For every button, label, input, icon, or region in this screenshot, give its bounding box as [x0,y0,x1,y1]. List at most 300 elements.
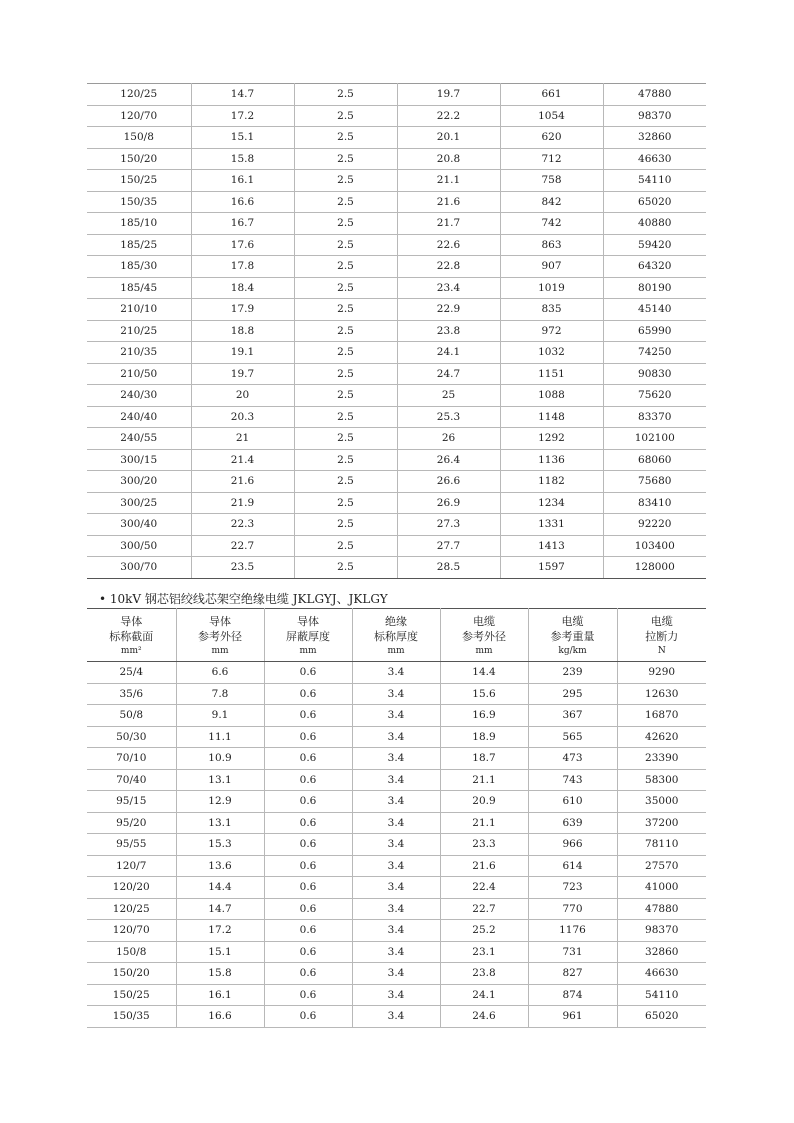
table-cell: 2.5 [294,148,397,170]
table-row [87,898,706,920]
table-cell: 22.3 [191,514,294,536]
table-cell: 21.6 [397,191,500,213]
table-cell: 103400 [603,535,706,557]
table-cell: 842 [500,191,603,213]
table-cell: 614 [528,855,617,877]
table-cell: 3.4 [352,683,440,705]
table-row [87,449,706,471]
table-cell: 25.2 [440,920,528,942]
table-cell: 3.4 [352,791,440,813]
table-cell: 210/25 [87,320,191,342]
table-cell: 3.4 [352,705,440,727]
table-cell: 19.1 [191,342,294,364]
column-header [264,609,352,662]
table-row [87,191,706,213]
table-cell: 0.6 [264,855,352,877]
table-cell: 75680 [603,471,706,493]
table-cell: 128000 [603,557,706,579]
table-cell: 1292 [500,428,603,450]
table-cell: 17.2 [191,105,294,127]
table-cell: 23.8 [440,963,528,985]
table-cell: 22.6 [397,234,500,256]
table-cell: 0.6 [264,683,352,705]
column-header [87,609,176,662]
table-cell: 24.6 [440,1006,528,1028]
table-cell: 620 [500,127,603,149]
table-cell: 102100 [603,428,706,450]
table-cell: 150/8 [87,941,176,963]
table-row [87,535,706,557]
table-cell: 0.6 [264,920,352,942]
table-cell: 1234 [500,492,603,514]
table-row [87,84,706,106]
table-cell: 16.6 [176,1006,264,1028]
table-cell: 0.6 [264,877,352,899]
table-cell: 16.1 [191,170,294,192]
table-cell: 65990 [603,320,706,342]
table-cell: 2.5 [294,406,397,428]
table-cell: 14.7 [176,898,264,920]
table-cell: 3.4 [352,963,440,985]
table-row [87,105,706,127]
table-cell: 1597 [500,557,603,579]
table-cell: 150/25 [87,170,191,192]
column-header [617,609,706,662]
table-cell: 23.1 [440,941,528,963]
table-cell: 98370 [603,105,706,127]
table-cell: 2.5 [294,514,397,536]
table-row [87,428,706,450]
table-cell: 22.9 [397,299,500,321]
table-cell: 32860 [617,941,706,963]
table-cell: 742 [500,213,603,235]
table-cell: 770 [528,898,617,920]
table-cell: 300/25 [87,492,191,514]
table-cell: 0.6 [264,705,352,727]
table-cell: 21.6 [191,471,294,493]
table-cell: 2.5 [294,342,397,364]
table-cell: 80190 [603,277,706,299]
table-cell: 14.7 [191,84,294,106]
table-row [87,748,706,770]
column-header-line: 绝缘 [385,614,407,628]
table-cell: 22.2 [397,105,500,127]
table-cell: 20.8 [397,148,500,170]
table-cell: 2.5 [294,256,397,278]
table-cell: 300/15 [87,449,191,471]
column-header [352,609,440,662]
table-cell: 46630 [603,148,706,170]
table-row [87,514,706,536]
table-cell: 17.9 [191,299,294,321]
table-cell: 58300 [617,769,706,791]
column-header-line: 电缆 [561,614,584,628]
table-cell: 45140 [603,299,706,321]
table-row [87,1006,706,1028]
table-cell: 15.3 [176,834,264,856]
table-row [87,127,706,149]
table-cell: 185/25 [87,234,191,256]
table-cell: 20 [191,385,294,407]
table-cell: 98370 [617,920,706,942]
table-cell: 23.4 [397,277,500,299]
table-cell: 966 [528,834,617,856]
table-cell: 16870 [617,705,706,727]
column-header-line: 屏蔽厚度 [286,629,330,643]
table-cell: 25.3 [397,406,500,428]
table-cell: 20.9 [440,791,528,813]
table-cell: 18.9 [440,726,528,748]
table-cell: 2.5 [294,127,397,149]
table-cell: 21.1 [397,170,500,192]
table-cell: 26.9 [397,492,500,514]
table-row [87,834,706,856]
table-cell: 27570 [617,855,706,877]
table-cell: 21.6 [440,855,528,877]
table-cell: 16.1 [176,984,264,1006]
table-cell: 210/35 [87,342,191,364]
table-row [87,471,706,493]
table-cell: 3.4 [352,662,440,684]
column-header-line: 参考外径 [462,629,506,643]
table-cell: 2.5 [294,191,397,213]
column-header-line: 标称厚度 [374,629,418,643]
table-row [87,726,706,748]
column-header-line: 电缆 [650,614,673,628]
column-header-unit: kg/km [558,645,587,656]
table-cell: 21.1 [440,769,528,791]
table-cell: 22.8 [397,256,500,278]
table-cell: 2.5 [294,170,397,192]
column-header-line: 拉断力 [645,629,679,643]
section-title: • 10kV 钢芯铝绞线芯架空绝缘电缆 JKLGYJ、JKLGY [99,592,388,606]
table-cell: 2.5 [294,557,397,579]
table-cell: 24.1 [397,342,500,364]
table-cell: 17.2 [176,920,264,942]
table-cell: 65020 [617,1006,706,1028]
table-cell: 83370 [603,406,706,428]
table-cell: 23.5 [191,557,294,579]
table-row [87,963,706,985]
table-cell: 3.4 [352,855,440,877]
table-cell: 2.5 [294,84,397,106]
table-cell: 743 [528,769,617,791]
table-row [87,277,706,299]
table-cell: 0.6 [264,984,352,1006]
table-row [87,148,706,170]
table-cell: 610 [528,791,617,813]
table-cell: 19.7 [397,84,500,106]
table-cell: 28.5 [397,557,500,579]
cable-spec-table-continued [87,83,706,579]
table-cell: 13.1 [176,812,264,834]
table-cell: 50/8 [87,705,176,727]
table-header [87,609,706,662]
table-cell: 40880 [603,213,706,235]
table-cell: 1088 [500,385,603,407]
table-cell: 18.8 [191,320,294,342]
table-cell: 758 [500,170,603,192]
table-cell: 185/45 [87,277,191,299]
table-cell: 15.8 [176,963,264,985]
table-cell: 239 [528,662,617,684]
table-cell: 25/4 [87,662,176,684]
table-cell: 13.6 [176,855,264,877]
table-cell: 1182 [500,471,603,493]
table-cell: 295 [528,683,617,705]
column-header-unit: mm [475,645,493,656]
table-cell: 120/70 [87,920,176,942]
table-cell: 907 [500,256,603,278]
table-row [87,342,706,364]
table-cell: 35/6 [87,683,176,705]
table-cell: 75620 [603,385,706,407]
table-cell: 90830 [603,363,706,385]
table-row [87,363,706,385]
column-header-unit: mm [299,645,317,656]
table-cell: 240/30 [87,385,191,407]
table-cell: 26 [397,428,500,450]
table-cell: 15.1 [191,127,294,149]
table-row [87,557,706,579]
table-cell: 16.9 [440,705,528,727]
table-cell: 2.5 [294,428,397,450]
table-row [87,812,706,834]
table-cell: 32860 [603,127,706,149]
table-cell: 240/55 [87,428,191,450]
table-cell: 300/50 [87,535,191,557]
table-cell: 2.5 [294,105,397,127]
table-cell: 23.8 [397,320,500,342]
table-cell: 3.4 [352,812,440,834]
table-cell: 0.6 [264,1006,352,1028]
table-cell: 150/35 [87,1006,176,1028]
table-cell: 15.8 [191,148,294,170]
table-cell: 3.4 [352,769,440,791]
table-cell: 14.4 [176,877,264,899]
table-row [87,492,706,514]
table-cell: 827 [528,963,617,985]
table-row [87,299,706,321]
table-cell: 20.3 [191,406,294,428]
table-cell: 20.1 [397,127,500,149]
table-cell: 83410 [603,492,706,514]
table-row [87,385,706,407]
table-cell: 300/40 [87,514,191,536]
table-cell: 47880 [617,898,706,920]
table-cell: 95/20 [87,812,176,834]
table-row [87,984,706,1006]
table-cell: 78110 [617,834,706,856]
table-cell: 15.1 [176,941,264,963]
table-cell: 95/55 [87,834,176,856]
table-row [87,320,706,342]
table-cell: 185/10 [87,213,191,235]
table-cell: 2.5 [294,492,397,514]
table-cell: 1032 [500,342,603,364]
table-cell: 0.6 [264,898,352,920]
table-cell: 92220 [603,514,706,536]
table-cell: 210/50 [87,363,191,385]
table-cell: 2.5 [294,385,397,407]
column-header-line: 参考外径 [198,629,242,643]
table-cell: 23.3 [440,834,528,856]
table-cell: 240/40 [87,406,191,428]
table-cell: 712 [500,148,603,170]
table-row [87,769,706,791]
table-cell: 120/70 [87,105,191,127]
table-cell: 22.4 [440,877,528,899]
table-cell: 874 [528,984,617,1006]
table-cell: 21.7 [397,213,500,235]
table-cell: 185/30 [87,256,191,278]
table-cell: 300/70 [87,557,191,579]
table-cell: 21 [191,428,294,450]
table-cell: 23390 [617,748,706,770]
table-cell: 961 [528,1006,617,1028]
table-cell: 3.4 [352,920,440,942]
table-cell: 1019 [500,277,603,299]
table-cell: 47880 [603,84,706,106]
table-cell: 2.5 [294,471,397,493]
table-cell: 64320 [603,256,706,278]
table-cell: 3.4 [352,877,440,899]
column-header [176,609,264,662]
table-cell: 2.5 [294,363,397,385]
column-header [528,609,617,662]
table-cell: 120/25 [87,84,191,106]
table-cell: 150/20 [87,148,191,170]
table-cell: 50/30 [87,726,176,748]
table-cell: 3.4 [352,984,440,1006]
table-cell: 54110 [603,170,706,192]
table-cell: 46630 [617,963,706,985]
table-cell: 9290 [617,662,706,684]
table-cell: 2.5 [294,299,397,321]
table-row [87,855,706,877]
table-body [87,84,706,579]
table-row [87,170,706,192]
table-cell: 639 [528,812,617,834]
table-cell: 12.9 [176,791,264,813]
table-cell: 120/25 [87,898,176,920]
table-row [87,683,706,705]
table-cell: 3.4 [352,748,440,770]
column-header-unit: N [657,645,666,656]
table-cell: 6.6 [176,662,264,684]
table-cell: 120/20 [87,877,176,899]
table-cell: 26.4 [397,449,500,471]
table-cell: 9.1 [176,705,264,727]
table-cell: 2.5 [294,320,397,342]
table-cell: 120/7 [87,855,176,877]
table-cell: 65020 [603,191,706,213]
table-cell: 19.7 [191,363,294,385]
table-cell: 13.1 [176,769,264,791]
table-cell: 3.4 [352,1006,440,1028]
table-cell: 12630 [617,683,706,705]
jklgyj-spec-table [87,608,706,1028]
table-cell: 37200 [617,812,706,834]
table-cell: 3.4 [352,941,440,963]
table-row [87,941,706,963]
table-cell: 300/20 [87,471,191,493]
table-cell: 24.7 [397,363,500,385]
table-cell: 54110 [617,984,706,1006]
column-header-unit: mm [211,645,229,656]
table-cell: 26.6 [397,471,500,493]
column-header-line: 导体 [209,614,231,628]
table-cell: 59420 [603,234,706,256]
table-cell: 2.5 [294,277,397,299]
table-row [87,662,706,684]
table-cell: 17.6 [191,234,294,256]
table-row [87,256,706,278]
table-cell: 367 [528,705,617,727]
column-header-unit: mm [387,645,405,656]
table-cell: 10.9 [176,748,264,770]
table-cell: 0.6 [264,941,352,963]
column-header-line: 导体 [297,614,319,628]
table-cell: 473 [528,748,617,770]
column-header [440,609,528,662]
table-cell: 731 [528,941,617,963]
table-cell: 16.7 [191,213,294,235]
table-cell: 2.5 [294,449,397,471]
table-cell: 0.6 [264,662,352,684]
table-cell: 1151 [500,363,603,385]
table-cell: 863 [500,234,603,256]
table-cell: 2.5 [294,535,397,557]
table-cell: 210/10 [87,299,191,321]
table-row [87,234,706,256]
table-row [87,406,706,428]
table-cell: 3.4 [352,834,440,856]
table-cell: 0.6 [264,791,352,813]
table-cell: 0.6 [264,726,352,748]
table-cell: 21.9 [191,492,294,514]
table-cell: 15.6 [440,683,528,705]
table-cell: 22.7 [191,535,294,557]
table-cell: 74250 [603,342,706,364]
column-header-line: 参考重量 [550,629,595,643]
table-cell: 835 [500,299,603,321]
column-header-line: 标称截面 [109,629,154,643]
table-cell: 70/10 [87,748,176,770]
table-cell: 18.4 [191,277,294,299]
table-cell: 17.8 [191,256,294,278]
table-cell: 41000 [617,877,706,899]
table-cell: 0.6 [264,812,352,834]
column-header-line: 导体 [120,614,143,628]
table-cell: 22.7 [440,898,528,920]
table-cell: 1176 [528,920,617,942]
table-row [87,920,706,942]
table-cell: 21.4 [191,449,294,471]
table-cell: 150/25 [87,984,176,1006]
table-cell: 35000 [617,791,706,813]
table-row [87,791,706,813]
table-cell: 150/35 [87,191,191,213]
table-cell: 0.6 [264,769,352,791]
table-cell: 16.6 [191,191,294,213]
table-cell: 27.7 [397,535,500,557]
table-cell: 14.4 [440,662,528,684]
table-cell: 70/40 [87,769,176,791]
table-cell: 21.1 [440,812,528,834]
table-cell: 25 [397,385,500,407]
header-row [87,609,706,662]
